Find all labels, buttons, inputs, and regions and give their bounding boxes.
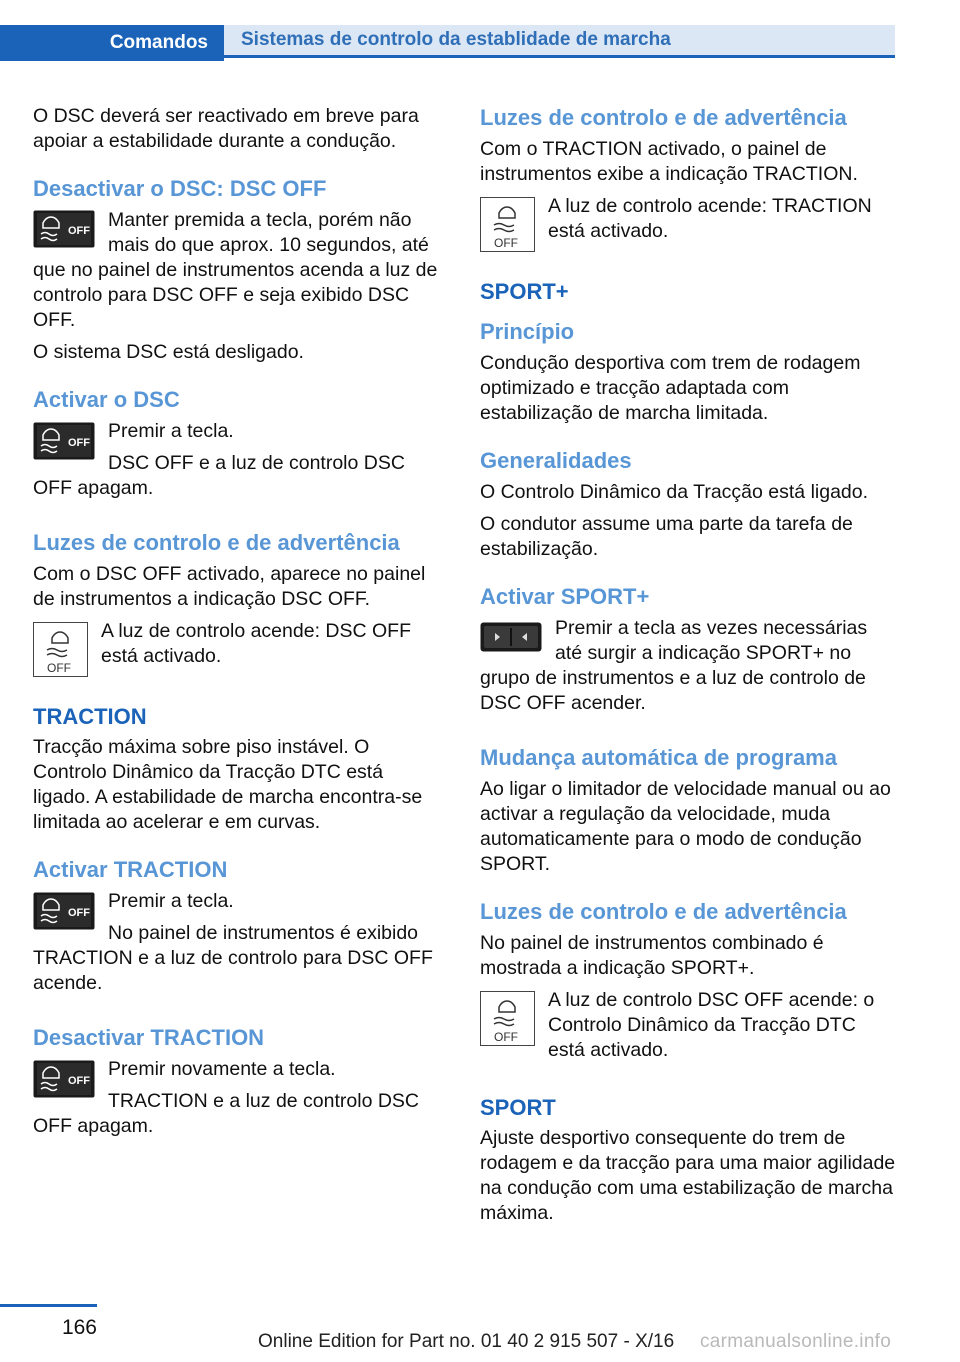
section-title: SPORT+ xyxy=(480,279,569,304)
dsc-off-button-icon xyxy=(33,210,95,248)
instruction-paragraph xyxy=(33,889,443,996)
body-text: Tracção máxima sobre piso instável. O Controlo Dinâmico da Tracção DTC está ligado. A estabilidade de marcha encontra-se limitada ao acelerar e em curvas. xyxy=(33,736,423,833)
body-text: Ajuste desportivo consequente do trem de rodagem e da tracção para uma maior agilidade na condução com uma estabilização de marcha máxima. xyxy=(480,1127,896,1224)
svg-text:OFF: OFF xyxy=(68,225,90,237)
dsc-off-indicator-icon xyxy=(33,622,88,677)
body-text: Ao ligar o limitador de velocidade manual ou ao activar a regulação da velocidade, muda automaticamente para o modo de condução SPORT. xyxy=(480,778,891,875)
page-header xyxy=(0,25,895,61)
section-title: Activar o DSC xyxy=(33,387,180,412)
indicator-paragraph xyxy=(480,988,896,1063)
section-title: Luzes de controlo e de advertência xyxy=(480,899,847,924)
indicator-text: A luz de controlo DSC OFF acende: o Controlo Dinâmico da Tracção DTC está activado. xyxy=(548,989,875,1061)
section-title: Princípio xyxy=(480,319,575,344)
svg-text:OFF: OFF xyxy=(68,437,90,449)
section-title: Activar TRACTION xyxy=(33,857,228,882)
body-text: O condutor assume uma parte da tarefa de estabilização. xyxy=(480,513,853,560)
section-title: TRACTION xyxy=(33,704,147,729)
instruction-text: Premir a tecla. xyxy=(108,890,234,912)
instruction-text: No painel de instrumentos é exibido TRACTION e a luz de controlo para DSC OFF acende. xyxy=(33,922,433,994)
indicator-text: A luz de controlo acende: DSC OFF está activado. xyxy=(101,620,411,667)
left-column xyxy=(33,104,443,1146)
page-number: 166 xyxy=(61,1316,97,1339)
instruction-text: Premir a tecla. xyxy=(108,420,234,442)
instruction-text: Premir a tecla as vezes necessárias até surgir a indicação SPORT+ no grupo de instrumentos e a luz de controlo de DSC OFF acender. xyxy=(480,617,868,714)
indicator-paragraph xyxy=(480,194,896,252)
footer-rule xyxy=(0,1304,97,1307)
instruction-paragraph xyxy=(33,1057,443,1139)
section-title: SPORT xyxy=(480,1095,556,1120)
section-title: Generalidades xyxy=(480,448,632,473)
instruction-text: Manter premida a tecla, porém não mais do que aprox. 10 segundos, até que no painel de instrumentos acenda a luz de controlo para DSC OFF e seja exibido DSC OFF. xyxy=(33,209,438,331)
indicator-paragraph xyxy=(33,619,443,677)
svg-text:OFF: OFF xyxy=(494,1030,518,1044)
body-text: Com o DSC OFF activado, aparece no painel de instrumentos a indicação DSC OFF. xyxy=(33,563,426,610)
section-title: Luzes de controlo e de advertência xyxy=(480,105,847,130)
body-text: Com o TRACTION activado, o painel de instrumentos exibe a indicação TRACTION. xyxy=(480,138,858,185)
right-column xyxy=(480,104,896,1233)
dsc-off-indicator-icon xyxy=(480,991,535,1046)
instruction-paragraph xyxy=(33,208,443,333)
dsc-off-button-icon xyxy=(33,1060,95,1098)
instruction-paragraph xyxy=(33,419,443,501)
dsc-off-indicator-icon xyxy=(480,197,535,252)
section-title: Luzes de controlo e de advertência xyxy=(33,530,400,555)
indicator-text: A luz de controlo acende: TRACTION está activado. xyxy=(548,195,872,242)
dsc-off-button-icon xyxy=(33,892,95,930)
chapter-tab: Sistemas de controlo da establidade de marcha xyxy=(224,25,895,58)
body-text: O Controlo Dinâmico da Tracção está ligado. xyxy=(480,481,869,503)
watermark: carmanualsonline.info xyxy=(700,1331,892,1352)
svg-text:OFF: OFF xyxy=(68,907,90,919)
section-title: Desactivar TRACTION xyxy=(33,1025,265,1050)
section-title: Desactivar o DSC: DSC OFF xyxy=(33,176,327,201)
section-title: Activar SPORT+ xyxy=(480,584,650,609)
section-tab: Comandos xyxy=(0,25,224,61)
section-title: Mudança automática de programa xyxy=(480,745,837,770)
svg-text:OFF: OFF xyxy=(47,661,71,675)
instruction-paragraph xyxy=(480,616,896,716)
edition-text: Online Edition for Part no. 01 40 2 915 507 - X/16 xyxy=(258,1331,675,1352)
dsc-off-button-icon xyxy=(33,422,95,460)
body-text: O sistema DSC está desligado. xyxy=(33,341,304,363)
instruction-text: TRACTION e a luz de controlo DSC OFF apagam. xyxy=(33,1090,420,1137)
svg-text:OFF: OFF xyxy=(68,1075,90,1087)
instruction-text: Premir novamente a tecla. xyxy=(108,1058,336,1080)
body-text: Condução desportiva com trem de rodagem optimizado e tracção adaptada com estabilização de marcha limitada. xyxy=(480,352,861,424)
svg-text:OFF: OFF xyxy=(494,236,518,250)
intro-text: O DSC deverá ser reactivado em breve para apoiar a estabilidade durante a condução. xyxy=(33,105,419,152)
instruction-text: DSC OFF e a luz de controlo DSC OFF apagam. xyxy=(33,452,405,499)
body-text: No painel de instrumentos combinado é mostrada a indicação SPORT+. xyxy=(480,932,824,979)
driving-mode-switch-icon xyxy=(480,622,542,652)
